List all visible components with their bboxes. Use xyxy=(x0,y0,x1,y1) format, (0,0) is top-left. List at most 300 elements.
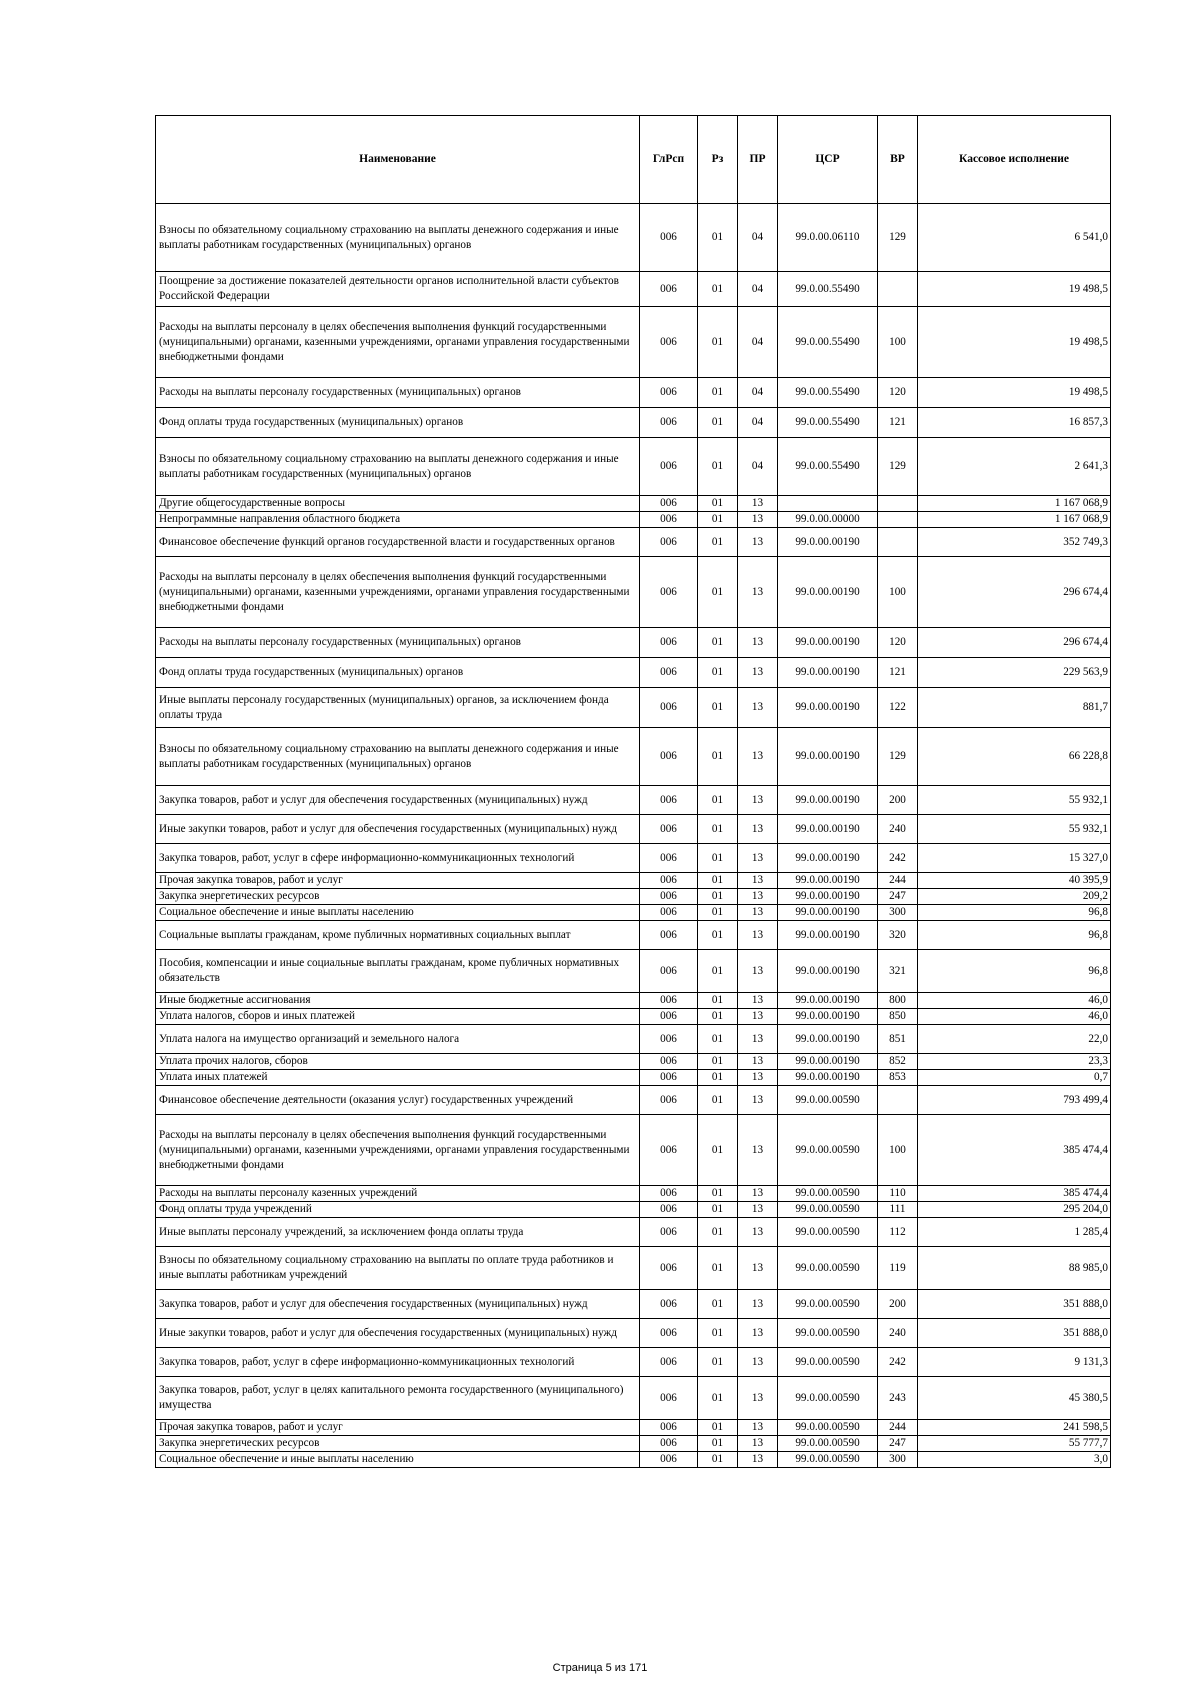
row-pr-cell: 13 xyxy=(738,512,778,528)
row-pr-cell: 13 xyxy=(738,921,778,950)
row-vr-cell: 129 xyxy=(878,438,918,496)
row-vr-cell: 321 xyxy=(878,950,918,993)
row-rz-cell: 01 xyxy=(698,1009,738,1025)
row-vr-cell: 119 xyxy=(878,1247,918,1290)
table-row xyxy=(156,378,1111,408)
row-pr-cell: 13 xyxy=(738,1218,778,1247)
row-sum-cell: 15 327,0 xyxy=(918,844,1111,873)
row-csr-cell: 99.0.00.00190 xyxy=(778,844,878,873)
row-name-cell: Уплата налогов, сборов и иных платежей xyxy=(156,1009,640,1025)
row-sum-cell: 45 380,5 xyxy=(918,1377,1111,1420)
table-row xyxy=(156,950,1111,993)
row-pr-cell: 13 xyxy=(738,1070,778,1086)
row-glrsp-cell: 006 xyxy=(640,628,698,658)
row-pr-cell: 04 xyxy=(738,438,778,496)
row-csr-cell: 99.0.00.00190 xyxy=(778,921,878,950)
row-pr-cell: 04 xyxy=(738,272,778,307)
row-glrsp-cell: 006 xyxy=(640,408,698,438)
row-vr-cell xyxy=(878,528,918,557)
row-pr-cell: 04 xyxy=(738,378,778,408)
row-rz-cell: 01 xyxy=(698,557,738,628)
row-name-cell: Взносы по обязательному социальному страхованию на выплаты денежного содержания и иные выплаты работникам государственных (муниципальных) органов xyxy=(156,728,640,786)
header-sum: Кассовое исполнение xyxy=(918,116,1111,204)
row-pr-cell: 04 xyxy=(738,408,778,438)
row-csr-cell: 99.0.00.00190 xyxy=(778,1025,878,1054)
row-vr-cell: 320 xyxy=(878,921,918,950)
row-sum-cell: 296 674,4 xyxy=(918,628,1111,658)
table-row xyxy=(156,1115,1111,1186)
row-glrsp-cell: 006 xyxy=(640,950,698,993)
row-rz-cell: 01 xyxy=(698,688,738,728)
row-name-cell: Расходы на выплаты персоналу государственных (муниципальных) органов xyxy=(156,628,640,658)
row-name-cell: Расходы на выплаты персоналу в целях обеспечения выполнения функций государственными (муниципальными) органами, казенными учреждениями, органами управления государственными внебюджетными фондами xyxy=(156,557,640,628)
table-row xyxy=(156,873,1111,889)
row-vr-cell: 129 xyxy=(878,204,918,272)
row-pr-cell: 13 xyxy=(738,993,778,1009)
table-row xyxy=(156,844,1111,873)
row-name-cell: Иные закупки товаров, работ и услуг для обеспечения государственных (муниципальных) нужд xyxy=(156,815,640,844)
row-name-cell: Пособия, компенсации и иные социальные выплаты гражданам, кроме публичных нормативных обязательств xyxy=(156,950,640,993)
table-row xyxy=(156,1009,1111,1025)
row-name-cell: Иные закупки товаров, работ и услуг для обеспечения государственных (муниципальных) нужд xyxy=(156,1319,640,1348)
table-row xyxy=(156,408,1111,438)
row-glrsp-cell: 006 xyxy=(640,1025,698,1054)
table-header-row xyxy=(156,116,1111,204)
row-pr-cell: 13 xyxy=(738,1319,778,1348)
table-row xyxy=(156,1290,1111,1319)
row-vr-cell xyxy=(878,1086,918,1115)
row-rz-cell: 01 xyxy=(698,1290,738,1319)
row-name-cell: Закупка энергетических ресурсов xyxy=(156,889,640,905)
header-csr: ЦСР xyxy=(778,116,878,204)
row-csr-cell: 99.0.00.00190 xyxy=(778,1009,878,1025)
row-rz-cell: 01 xyxy=(698,815,738,844)
row-pr-cell: 13 xyxy=(738,786,778,815)
row-sum-cell: 96,8 xyxy=(918,905,1111,921)
row-name-cell: Взносы по обязательному социальному страхованию на выплаты денежного содержания и иные выплаты работникам государственных (муниципальных) органов xyxy=(156,438,640,496)
row-name-cell: Уплата прочих налогов, сборов xyxy=(156,1054,640,1070)
row-rz-cell: 01 xyxy=(698,786,738,815)
header-vr: ВР xyxy=(878,116,918,204)
row-rz-cell: 01 xyxy=(698,844,738,873)
row-glrsp-cell: 006 xyxy=(640,1452,698,1468)
row-rz-cell: 01 xyxy=(698,1086,738,1115)
row-glrsp-cell: 006 xyxy=(640,204,698,272)
row-csr-cell: 99.0.00.00190 xyxy=(778,557,878,628)
row-name-cell: Другие общегосударственные вопросы xyxy=(156,496,640,512)
row-vr-cell: 242 xyxy=(878,844,918,873)
row-name-cell: Расходы на выплаты персоналу в целях обеспечения выполнения функций государственными (муниципальными) органами, казенными учреждениями, органами управления государственными внебюджетными фондами xyxy=(156,1115,640,1186)
row-name-cell: Поощрение за достижение показателей деятельности органов исполнительной власти субъектов Российской Федерации xyxy=(156,272,640,307)
row-sum-cell: 3,0 xyxy=(918,1452,1111,1468)
table-row xyxy=(156,204,1111,272)
table-row xyxy=(156,688,1111,728)
row-pr-cell: 13 xyxy=(738,658,778,688)
row-rz-cell: 01 xyxy=(698,1247,738,1290)
row-pr-cell: 13 xyxy=(738,1115,778,1186)
row-vr-cell: 853 xyxy=(878,1070,918,1086)
row-glrsp-cell: 006 xyxy=(640,1218,698,1247)
row-vr-cell xyxy=(878,272,918,307)
row-csr-cell: 99.0.00.00190 xyxy=(778,873,878,889)
row-glrsp-cell: 006 xyxy=(640,1319,698,1348)
row-sum-cell: 2 641,3 xyxy=(918,438,1111,496)
row-vr-cell: 129 xyxy=(878,728,918,786)
row-pr-cell: 13 xyxy=(738,1186,778,1202)
row-name-cell: Фонд оплаты труда государственных (муниципальных) органов xyxy=(156,658,640,688)
row-vr-cell: 851 xyxy=(878,1025,918,1054)
row-csr-cell: 99.0.00.00190 xyxy=(778,728,878,786)
row-vr-cell: 300 xyxy=(878,1452,918,1468)
row-csr-cell: 99.0.00.00190 xyxy=(778,815,878,844)
row-rz-cell: 01 xyxy=(698,1054,738,1070)
row-vr-cell: 850 xyxy=(878,1009,918,1025)
row-name-cell: Закупка товаров, работ, услуг в сфере информационно-коммуникационных технологий xyxy=(156,1348,640,1377)
row-pr-cell: 13 xyxy=(738,1377,778,1420)
row-rz-cell: 01 xyxy=(698,1025,738,1054)
row-sum-cell: 385 474,4 xyxy=(918,1115,1111,1186)
row-vr-cell: 244 xyxy=(878,873,918,889)
table-row xyxy=(156,628,1111,658)
row-glrsp-cell: 006 xyxy=(640,658,698,688)
row-name-cell: Фонд оплаты труда государственных (муниципальных) органов xyxy=(156,408,640,438)
row-name-cell: Прочая закупка товаров, работ и услуг xyxy=(156,873,640,889)
table-row xyxy=(156,1054,1111,1070)
row-rz-cell: 01 xyxy=(698,1202,738,1218)
row-csr-cell: 99.0.00.55490 xyxy=(778,438,878,496)
row-sum-cell: 9 131,3 xyxy=(918,1348,1111,1377)
table-row xyxy=(156,905,1111,921)
row-pr-cell: 13 xyxy=(738,688,778,728)
row-pr-cell: 13 xyxy=(738,628,778,658)
header-name: Наименование xyxy=(156,116,640,204)
row-sum-cell: 351 888,0 xyxy=(918,1319,1111,1348)
table-row xyxy=(156,307,1111,378)
row-csr-cell: 99.0.00.55490 xyxy=(778,408,878,438)
row-name-cell: Иные выплаты персоналу учреждений, за исключением фонда оплаты труда xyxy=(156,1218,640,1247)
header-glrsp: ГлРсп xyxy=(640,116,698,204)
row-csr-cell: 99.0.00.00190 xyxy=(778,528,878,557)
row-name-cell: Социальное обеспечение и иные выплаты населению xyxy=(156,1452,640,1468)
row-sum-cell: 16 857,3 xyxy=(918,408,1111,438)
row-vr-cell: 200 xyxy=(878,1290,918,1319)
row-glrsp-cell: 006 xyxy=(640,1348,698,1377)
table-row xyxy=(156,512,1111,528)
row-rz-cell: 01 xyxy=(698,628,738,658)
row-csr-cell: 99.0.00.00590 xyxy=(778,1186,878,1202)
row-csr-cell: 99.0.00.00190 xyxy=(778,688,878,728)
budget-execution-table xyxy=(155,115,1111,1468)
row-csr-cell: 99.0.00.00590 xyxy=(778,1348,878,1377)
table-row xyxy=(156,1348,1111,1377)
row-csr-cell: 99.0.00.55490 xyxy=(778,272,878,307)
row-rz-cell: 01 xyxy=(698,873,738,889)
table-row xyxy=(156,815,1111,844)
row-name-cell: Закупка товаров, работ, услуг в целях капитального ремонта государственного (муниципального) имущества xyxy=(156,1377,640,1420)
row-vr-cell: 122 xyxy=(878,688,918,728)
row-glrsp-cell: 006 xyxy=(640,1115,698,1186)
row-rz-cell: 01 xyxy=(698,921,738,950)
row-vr-cell: 100 xyxy=(878,557,918,628)
row-csr-cell: 99.0.00.00590 xyxy=(778,1086,878,1115)
table-row xyxy=(156,1186,1111,1202)
row-glrsp-cell: 006 xyxy=(640,1202,698,1218)
row-sum-cell: 55 932,1 xyxy=(918,815,1111,844)
row-rz-cell: 01 xyxy=(698,272,738,307)
row-csr-cell: 99.0.00.00190 xyxy=(778,1054,878,1070)
row-vr-cell: 120 xyxy=(878,628,918,658)
row-rz-cell: 01 xyxy=(698,1070,738,1086)
row-csr-cell: 99.0.00.00190 xyxy=(778,993,878,1009)
row-vr-cell: 240 xyxy=(878,1319,918,1348)
row-vr-cell: 242 xyxy=(878,1348,918,1377)
row-sum-cell: 351 888,0 xyxy=(918,1290,1111,1319)
row-glrsp-cell: 006 xyxy=(640,1420,698,1436)
row-vr-cell: 243 xyxy=(878,1377,918,1420)
row-name-cell: Уплата иных платежей xyxy=(156,1070,640,1086)
row-glrsp-cell: 006 xyxy=(640,496,698,512)
row-name-cell: Расходы на выплаты персоналу в целях обеспечения выполнения функций государственными (муниципальными) органами, казенными учреждениями, органами управления государственными внебюджетными фондами xyxy=(156,307,640,378)
row-pr-cell: 13 xyxy=(738,728,778,786)
row-sum-cell: 22,0 xyxy=(918,1025,1111,1054)
row-pr-cell: 13 xyxy=(738,1452,778,1468)
row-name-cell: Уплата налога на имущество организаций и земельного налога xyxy=(156,1025,640,1054)
row-name-cell: Фонд оплаты труда учреждений xyxy=(156,1202,640,1218)
table-row xyxy=(156,272,1111,307)
row-sum-cell: 19 498,5 xyxy=(918,272,1111,307)
row-name-cell: Расходы на выплаты персоналу государственных (муниципальных) органов xyxy=(156,378,640,408)
row-csr-cell: 99.0.00.00590 xyxy=(778,1290,878,1319)
row-sum-cell: 1 167 068,9 xyxy=(918,512,1111,528)
row-glrsp-cell: 006 xyxy=(640,438,698,496)
row-glrsp-cell: 006 xyxy=(640,1290,698,1319)
row-csr-cell: 99.0.00.00190 xyxy=(778,786,878,815)
budget-table-container xyxy=(155,115,1110,1468)
row-rz-cell: 01 xyxy=(698,1115,738,1186)
row-pr-cell: 13 xyxy=(738,1086,778,1115)
row-vr-cell: 112 xyxy=(878,1218,918,1247)
row-rz-cell: 01 xyxy=(698,528,738,557)
row-glrsp-cell: 006 xyxy=(640,512,698,528)
row-sum-cell: 295 204,0 xyxy=(918,1202,1111,1218)
row-rz-cell: 01 xyxy=(698,1377,738,1420)
table-row xyxy=(156,658,1111,688)
row-rz-cell: 01 xyxy=(698,905,738,921)
row-rz-cell: 01 xyxy=(698,307,738,378)
table-row xyxy=(156,921,1111,950)
table-row xyxy=(156,1025,1111,1054)
row-pr-cell: 13 xyxy=(738,1202,778,1218)
row-sum-cell: 88 985,0 xyxy=(918,1247,1111,1290)
row-glrsp-cell: 006 xyxy=(640,873,698,889)
row-pr-cell: 04 xyxy=(738,307,778,378)
row-pr-cell: 13 xyxy=(738,1420,778,1436)
row-glrsp-cell: 006 xyxy=(640,815,698,844)
row-vr-cell: 100 xyxy=(878,307,918,378)
row-rz-cell: 01 xyxy=(698,1452,738,1468)
row-vr-cell: 110 xyxy=(878,1186,918,1202)
row-csr-cell: 99.0.00.00000 xyxy=(778,512,878,528)
row-name-cell: Финансовое обеспечение функций органов государственной власти и государственных органов xyxy=(156,528,640,557)
row-csr-cell: 99.0.00.00590 xyxy=(778,1452,878,1468)
row-sum-cell: 385 474,4 xyxy=(918,1186,1111,1202)
row-pr-cell: 13 xyxy=(738,950,778,993)
row-pr-cell: 13 xyxy=(738,528,778,557)
row-csr-cell: 99.0.00.00590 xyxy=(778,1218,878,1247)
row-sum-cell: 352 749,3 xyxy=(918,528,1111,557)
row-glrsp-cell: 006 xyxy=(640,1186,698,1202)
table-row xyxy=(156,496,1111,512)
row-rz-cell: 01 xyxy=(698,1348,738,1377)
table-row xyxy=(156,438,1111,496)
row-rz-cell: 01 xyxy=(698,950,738,993)
row-sum-cell: 0,7 xyxy=(918,1070,1111,1086)
row-rz-cell: 01 xyxy=(698,1420,738,1436)
table-row xyxy=(156,1086,1111,1115)
row-glrsp-cell: 006 xyxy=(640,378,698,408)
row-csr-cell: 99.0.00.00590 xyxy=(778,1115,878,1186)
row-vr-cell: 247 xyxy=(878,1436,918,1452)
row-csr-cell: 99.0.00.06110 xyxy=(778,204,878,272)
row-pr-cell: 13 xyxy=(738,844,778,873)
table-row xyxy=(156,1202,1111,1218)
row-sum-cell: 1 285,4 xyxy=(918,1218,1111,1247)
row-name-cell: Непрограммные направления областного бюджета xyxy=(156,512,640,528)
row-pr-cell: 13 xyxy=(738,557,778,628)
table-row xyxy=(156,1218,1111,1247)
row-name-cell: Финансовое обеспечение деятельности (оказания услуг) государственных учреждений xyxy=(156,1086,640,1115)
row-sum-cell: 6 541,0 xyxy=(918,204,1111,272)
row-csr-cell: 99.0.00.00590 xyxy=(778,1420,878,1436)
row-sum-cell: 1 167 068,9 xyxy=(918,496,1111,512)
row-rz-cell: 01 xyxy=(698,438,738,496)
header-rz: Рз xyxy=(698,116,738,204)
row-pr-cell: 13 xyxy=(738,873,778,889)
row-rz-cell: 01 xyxy=(698,378,738,408)
row-glrsp-cell: 006 xyxy=(640,1009,698,1025)
table-row xyxy=(156,1436,1111,1452)
row-rz-cell: 01 xyxy=(698,1186,738,1202)
row-glrsp-cell: 006 xyxy=(640,786,698,815)
row-sum-cell: 46,0 xyxy=(918,1009,1111,1025)
row-rz-cell: 01 xyxy=(698,1319,738,1348)
row-name-cell: Расходы на выплаты персоналу казенных учреждений xyxy=(156,1186,640,1202)
row-rz-cell: 01 xyxy=(698,204,738,272)
row-pr-cell: 13 xyxy=(738,889,778,905)
row-csr-cell: 99.0.00.00590 xyxy=(778,1247,878,1290)
table-row xyxy=(156,786,1111,815)
row-pr-cell: 13 xyxy=(738,1054,778,1070)
row-sum-cell: 229 563,9 xyxy=(918,658,1111,688)
row-vr-cell: 100 xyxy=(878,1115,918,1186)
row-rz-cell: 01 xyxy=(698,993,738,1009)
table-row xyxy=(156,728,1111,786)
row-pr-cell: 13 xyxy=(738,1348,778,1377)
table-body xyxy=(156,204,1111,1468)
row-pr-cell: 13 xyxy=(738,1025,778,1054)
row-glrsp-cell: 006 xyxy=(640,921,698,950)
row-csr-cell xyxy=(778,496,878,512)
row-name-cell: Закупка товаров, работ, услуг в сфере информационно-коммуникационных технологий xyxy=(156,844,640,873)
row-csr-cell: 99.0.00.00190 xyxy=(778,950,878,993)
row-vr-cell: 300 xyxy=(878,905,918,921)
row-name-cell: Закупка энергетических ресурсов xyxy=(156,1436,640,1452)
row-sum-cell: 19 498,5 xyxy=(918,307,1111,378)
row-sum-cell: 96,8 xyxy=(918,950,1111,993)
row-pr-cell: 13 xyxy=(738,1436,778,1452)
table-row xyxy=(156,1247,1111,1290)
row-pr-cell: 13 xyxy=(738,1247,778,1290)
row-glrsp-cell: 006 xyxy=(640,728,698,786)
row-glrsp-cell: 006 xyxy=(640,528,698,557)
row-csr-cell: 99.0.00.00590 xyxy=(778,1319,878,1348)
row-rz-cell: 01 xyxy=(698,728,738,786)
row-rz-cell: 01 xyxy=(698,658,738,688)
row-name-cell: Социальное обеспечение и иные выплаты населению xyxy=(156,905,640,921)
row-vr-cell: 200 xyxy=(878,786,918,815)
table-row xyxy=(156,993,1111,1009)
row-name-cell: Иные выплаты персоналу государственных (муниципальных) органов, за исключением фонда оплаты труда xyxy=(156,688,640,728)
table-row xyxy=(156,528,1111,557)
row-name-cell: Взносы по обязательному социальному страхованию на выплаты по оплате труда работников и иные выплаты работникам учреждений xyxy=(156,1247,640,1290)
row-sum-cell: 209,2 xyxy=(918,889,1111,905)
row-csr-cell: 99.0.00.55490 xyxy=(778,307,878,378)
row-name-cell: Социальные выплаты гражданам, кроме публичных нормативных социальных выплат xyxy=(156,921,640,950)
row-csr-cell: 99.0.00.55490 xyxy=(778,378,878,408)
row-glrsp-cell: 006 xyxy=(640,1054,698,1070)
row-rz-cell: 01 xyxy=(698,1436,738,1452)
row-csr-cell: 99.0.00.00190 xyxy=(778,889,878,905)
row-vr-cell: 240 xyxy=(878,815,918,844)
row-pr-cell: 13 xyxy=(738,1290,778,1319)
row-pr-cell: 13 xyxy=(738,1009,778,1025)
row-glrsp-cell: 006 xyxy=(640,1247,698,1290)
row-glrsp-cell: 006 xyxy=(640,688,698,728)
row-vr-cell: 247 xyxy=(878,889,918,905)
row-sum-cell: 66 228,8 xyxy=(918,728,1111,786)
row-csr-cell: 99.0.00.00190 xyxy=(778,905,878,921)
row-sum-cell: 55 932,1 xyxy=(918,786,1111,815)
row-glrsp-cell: 006 xyxy=(640,844,698,873)
row-csr-cell: 99.0.00.00590 xyxy=(778,1202,878,1218)
row-rz-cell: 01 xyxy=(698,496,738,512)
row-csr-cell: 99.0.00.00190 xyxy=(778,628,878,658)
table-row xyxy=(156,889,1111,905)
row-pr-cell: 13 xyxy=(738,905,778,921)
table-row xyxy=(156,1452,1111,1468)
row-vr-cell: 121 xyxy=(878,658,918,688)
row-sum-cell: 296 674,4 xyxy=(918,557,1111,628)
row-vr-cell: 800 xyxy=(878,993,918,1009)
row-rz-cell: 01 xyxy=(698,889,738,905)
header-pr: ПР xyxy=(738,116,778,204)
row-glrsp-cell: 006 xyxy=(640,307,698,378)
row-glrsp-cell: 006 xyxy=(640,889,698,905)
row-sum-cell: 46,0 xyxy=(918,993,1111,1009)
row-name-cell: Иные бюджетные ассигнования xyxy=(156,993,640,1009)
row-vr-cell: 121 xyxy=(878,408,918,438)
row-name-cell: Взносы по обязательному социальному страхованию на выплаты денежного содержания и иные выплаты работникам государственных (муниципальных) органов xyxy=(156,204,640,272)
row-csr-cell: 99.0.00.00190 xyxy=(778,1070,878,1086)
table-row xyxy=(156,1377,1111,1420)
row-name-cell: Закупка товаров, работ и услуг для обеспечения государственных (муниципальных) нужд xyxy=(156,1290,640,1319)
row-sum-cell: 881,7 xyxy=(918,688,1111,728)
row-pr-cell: 04 xyxy=(738,204,778,272)
row-sum-cell: 19 498,5 xyxy=(918,378,1111,408)
row-rz-cell: 01 xyxy=(698,512,738,528)
row-sum-cell: 241 598,5 xyxy=(918,1420,1111,1436)
page-number: Страница 5 из 171 xyxy=(552,1662,648,1674)
